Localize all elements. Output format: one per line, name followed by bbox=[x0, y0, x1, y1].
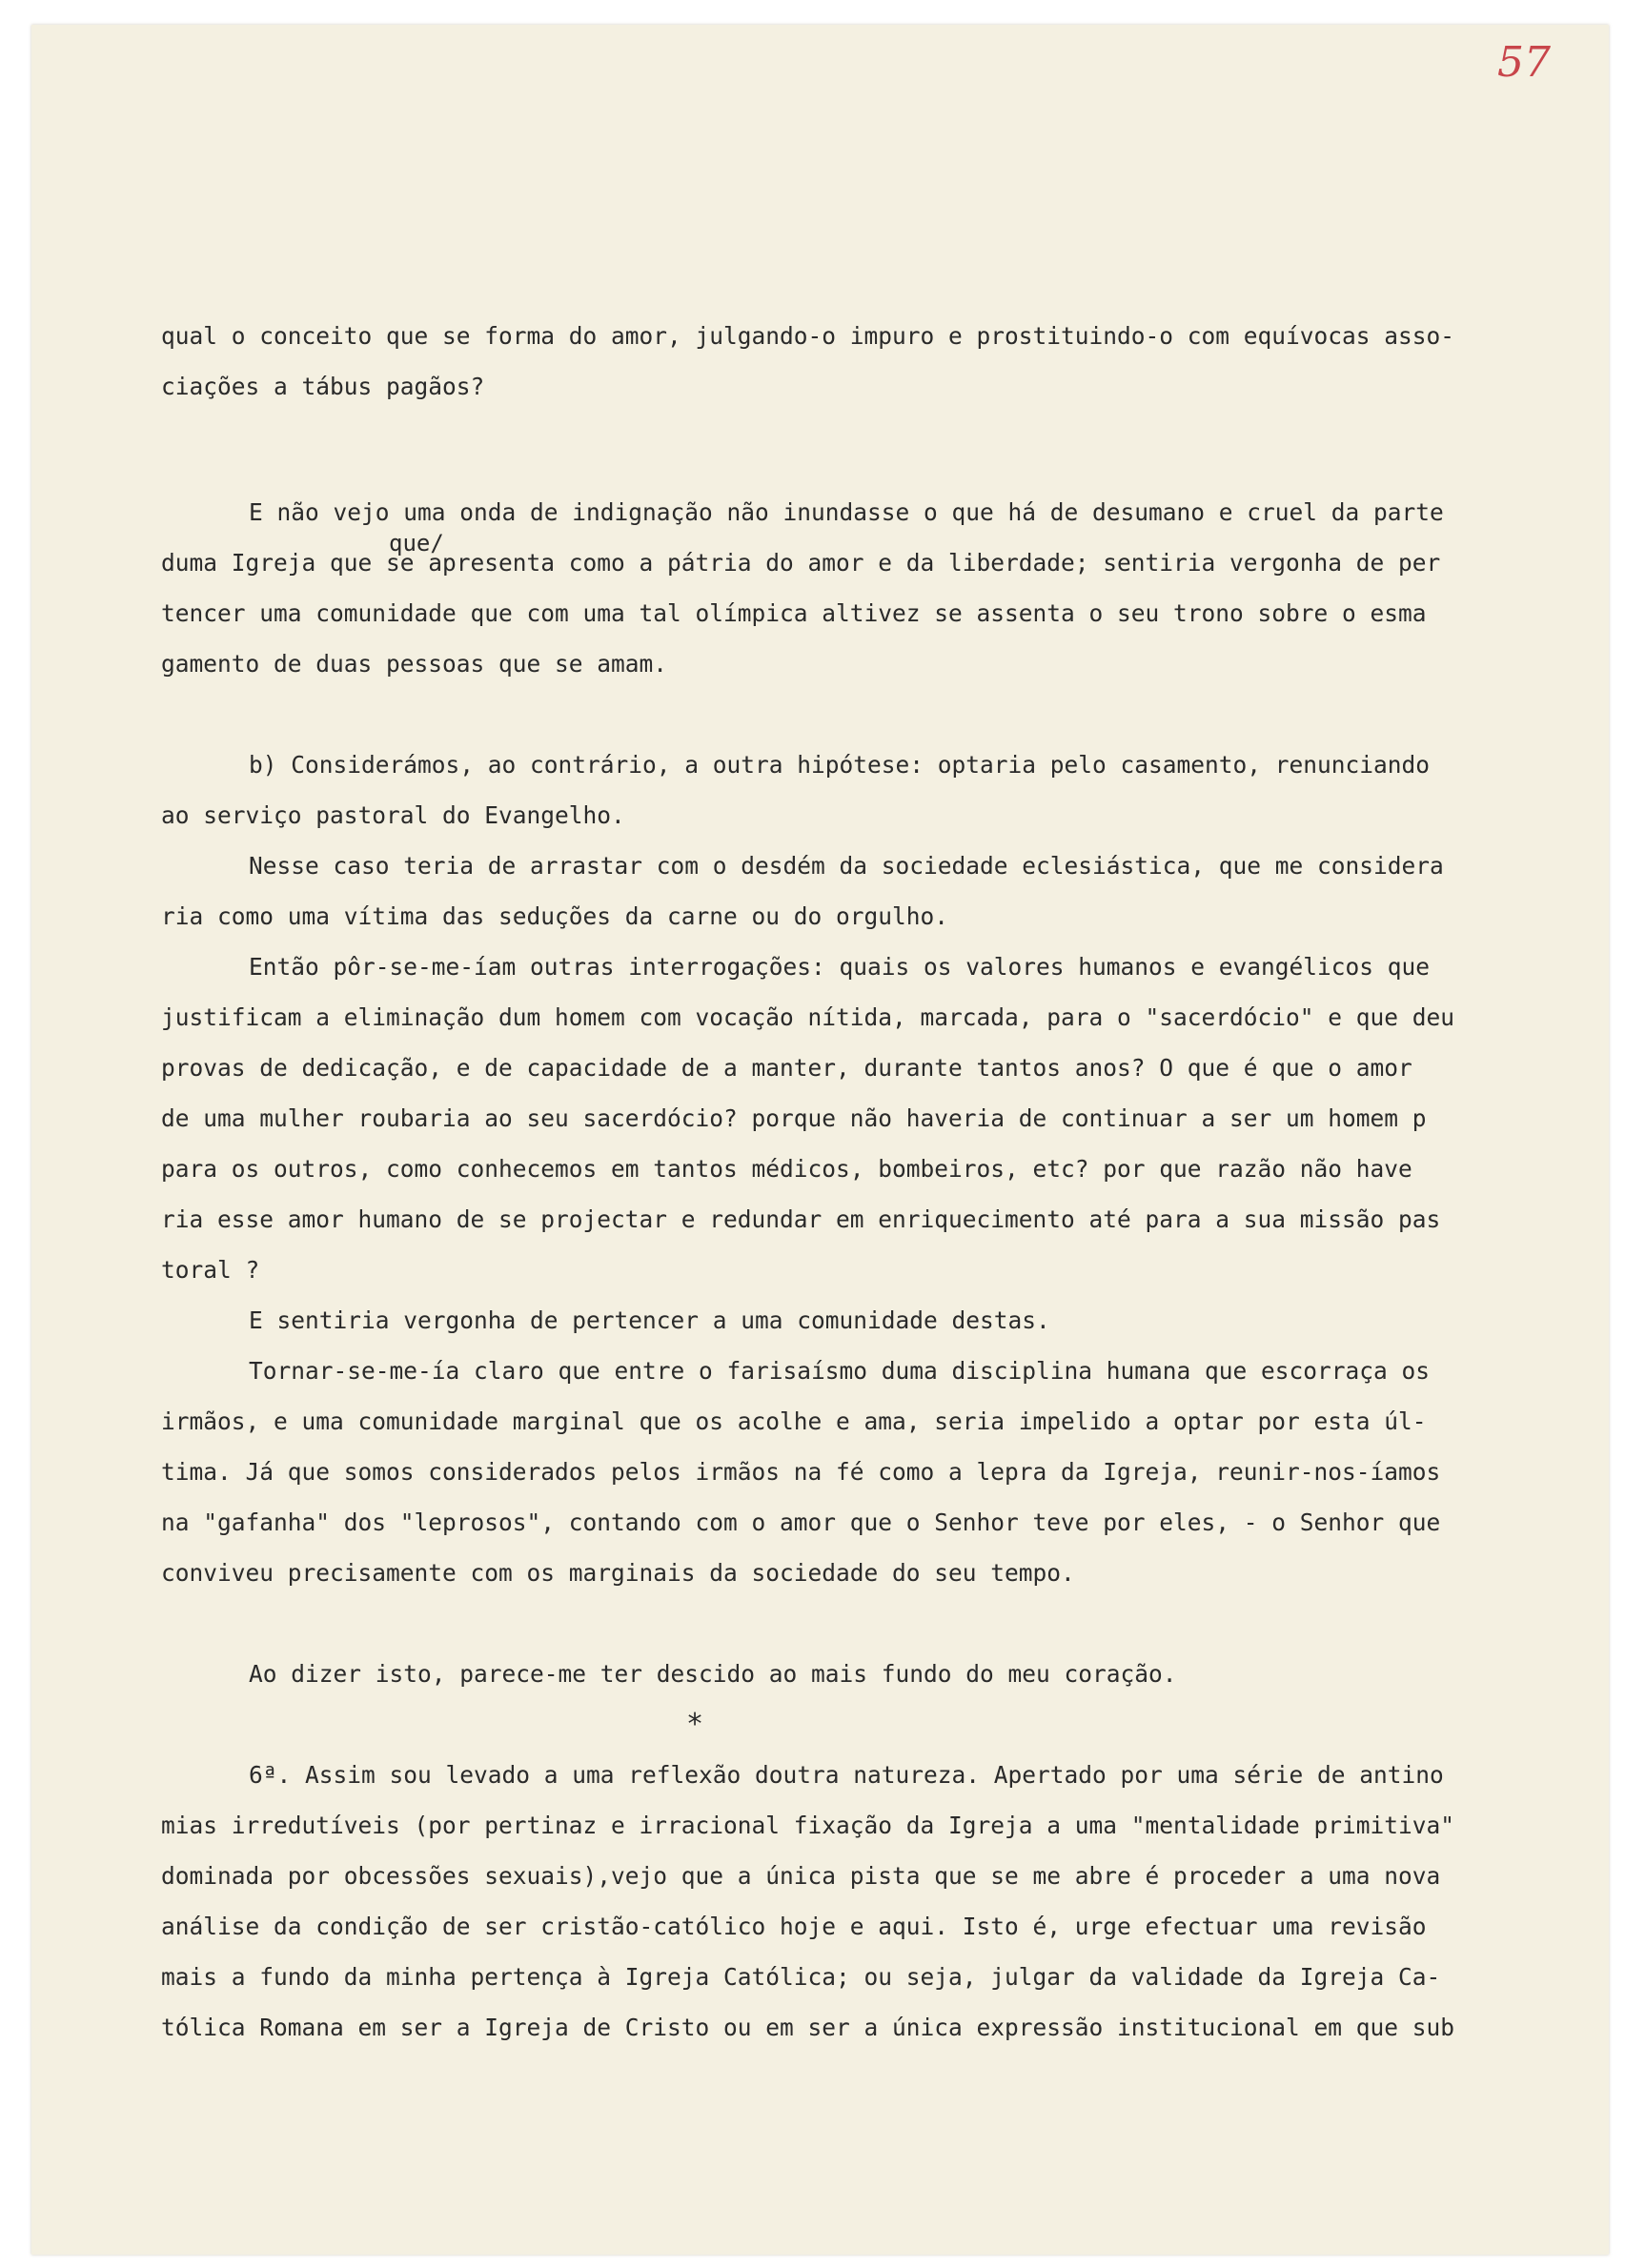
interlinear-insertion: que/ bbox=[389, 530, 444, 557]
text-line: dominada por obcessões sexuais),vejo que a única pista que se me abre é proceder a uma nova bbox=[161, 1862, 1441, 1890]
text-line: provas de dedicação, e de capacidade de a manter, durante tantos anos? O que é que o amor bbox=[161, 1054, 1412, 1082]
text-line: Ao dizer isto, parece-me ter descido ao mais fundo do meu coração. bbox=[249, 1660, 1177, 1688]
text-line: mias irredutíveis (por pertinaz e irracional fixação da Igreja a uma "mentalidade primitiva" bbox=[161, 1812, 1455, 1839]
text-line: de uma mulher roubaria ao seu sacerdócio? porque não haveria de continuar a ser um homem p bbox=[161, 1104, 1427, 1132]
text-line: análise da condição de ser cristão-católico hoje e aqui. Isto é, urge efectuar uma revisão bbox=[161, 1913, 1427, 1940]
text-line: tólica Romana em ser a Igreja de Cristo ou em ser a única expressão institucional em que sub bbox=[161, 2014, 1455, 2041]
text-line: para os outros, como conhecemos em tantos médicos, bombeiros, etc? por que razão não have bbox=[161, 1155, 1412, 1183]
text-line: conviveu precisamente com os marginais da sociedade do seu tempo. bbox=[161, 1559, 1075, 1587]
text-line: justificam a eliminação dum homem com vocação nítida, marcada, para o "sacerdócio" e que deu bbox=[161, 1003, 1455, 1031]
section-separator: * bbox=[685, 1708, 704, 1741]
text-line: ria como uma vítima das seduções da carne ou do orgulho. bbox=[161, 902, 949, 930]
text-line: b) Considerámos, ao contrário, a outra hipótese: optaria pelo casamento, renunciando bbox=[249, 751, 1431, 779]
text-line: irmãos, e uma comunidade marginal que os acolhe e ama, seria impelido a optar por esta úl- bbox=[161, 1407, 1427, 1435]
text-line: ciações a tábus pagãos? bbox=[161, 373, 485, 400]
text-line: ria esse amor humano de se projectar e redundar em enriquecimento até para a sua missão pas bbox=[161, 1205, 1441, 1233]
text-line: toral ? bbox=[161, 1256, 260, 1284]
text-line: na "gafanha" dos "leprosos", contando com o amor que o Senhor teve por eles, - o Senhor que bbox=[161, 1509, 1441, 1536]
handwritten-page-number: 57 bbox=[1497, 38, 1551, 87]
text-line: 6ª. Assim sou levado a uma reflexão doutra natureza. Apertado por uma série de antino bbox=[249, 1761, 1444, 1789]
text-line: tima. Já que somos considerados pelos irmãos na fé como a lepra da Igreja, reunir-nos-íamos bbox=[161, 1458, 1441, 1486]
typed-text-body bbox=[161, 311, 1553, 2053]
text-line: mais a fundo da minha pertença à Igreja Católica; ou seja, julgar da validade da Igreja Ca- bbox=[161, 1963, 1441, 1991]
text-line: E não vejo uma onda de indignação não inundasse o que há de desumano e cruel da parte bbox=[249, 498, 1444, 526]
text-line: ao serviço pastoral do Evangelho. bbox=[161, 801, 625, 829]
text-line: Então pôr-se-me-íam outras interrogações: quais os valores humanos e evangélicos que bbox=[249, 953, 1431, 981]
text-line: E sentiria vergonha de pertencer a uma comunidade destas. bbox=[249, 1306, 1050, 1334]
text-line: tencer uma comunidade que com uma tal olímpica altivez se assenta o seu trono sobre o esma bbox=[161, 599, 1427, 627]
text-line: gamento de duas pessoas que se amam. bbox=[161, 650, 668, 678]
text-line: duma Igreja que se apresenta como a pátria do amor e da liberdade; sentiria vergonha de per bbox=[161, 549, 1441, 577]
text-line: Tornar-se-me-ía claro que entre o farisaísmo duma disciplina humana que escorraça os bbox=[249, 1357, 1431, 1385]
text-line: Nesse caso teria de arrastar com o desdém da sociedade eclesiástica, que me considera bbox=[249, 852, 1444, 880]
paper-sheet bbox=[31, 25, 1609, 2255]
text-line: qual o conceito que se forma do amor, julgando-o impuro e prostituindo-o com equívocas asso- bbox=[161, 322, 1455, 350]
